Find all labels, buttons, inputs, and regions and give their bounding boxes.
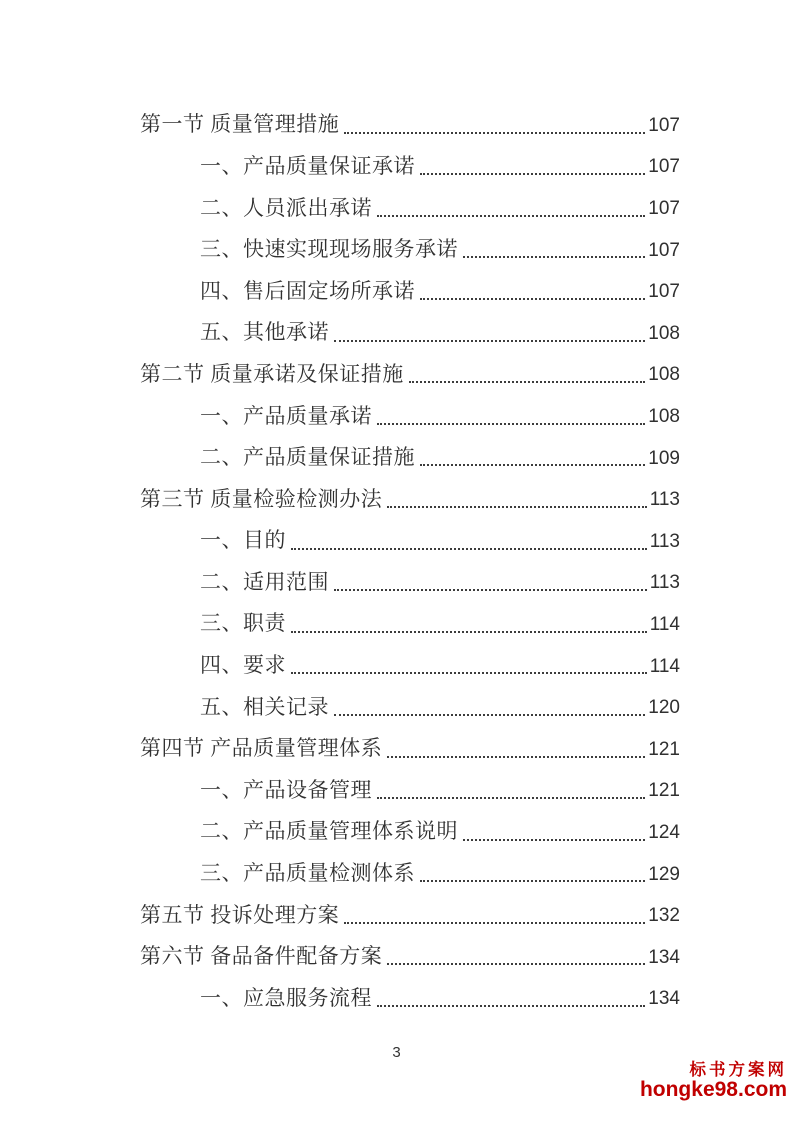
toc-entry-label: 二、适用范围 bbox=[200, 569, 329, 594]
toc-entry[interactable] bbox=[140, 969, 680, 1011]
toc-entry[interactable] bbox=[140, 762, 680, 804]
toc-entry-page-number: 113 bbox=[649, 489, 680, 511]
toc-entry[interactable] bbox=[140, 637, 680, 679]
leader-dots bbox=[377, 1005, 645, 1007]
toc-entry-page-number: 108 bbox=[648, 364, 680, 386]
leader-dots bbox=[291, 631, 647, 633]
leader-dots bbox=[377, 215, 645, 217]
leader-dots bbox=[377, 797, 645, 799]
leader-dots bbox=[387, 963, 645, 965]
leader-dots bbox=[387, 506, 646, 508]
leader-dots bbox=[334, 714, 645, 716]
leader-dots bbox=[291, 672, 647, 674]
toc-entry-label: 第五节 投诉处理方案 bbox=[140, 902, 340, 927]
toc-entry-label: 一、目的 bbox=[200, 528, 286, 553]
toc-entry-page-number: 108 bbox=[648, 322, 680, 344]
toc-entry[interactable] bbox=[140, 678, 680, 720]
toc-entry[interactable] bbox=[140, 179, 680, 221]
toc-entry-page-number: 107 bbox=[648, 239, 680, 261]
toc-entry[interactable] bbox=[140, 845, 680, 887]
toc-entry-label: 四、售后固定场所承诺 bbox=[200, 278, 415, 303]
toc-entry[interactable] bbox=[140, 886, 680, 928]
toc-entry[interactable] bbox=[140, 720, 680, 762]
toc-entry-page-number: 120 bbox=[648, 697, 680, 719]
toc-entry[interactable] bbox=[140, 387, 680, 429]
leader-dots bbox=[291, 548, 647, 550]
leader-dots bbox=[463, 256, 645, 258]
toc-entry-page-number: 107 bbox=[648, 156, 680, 178]
toc-entry-label: 第六节 备品备件配备方案 bbox=[140, 944, 383, 969]
toc-entry[interactable] bbox=[140, 221, 680, 263]
toc-entry-label: 一、产品设备管理 bbox=[200, 777, 372, 802]
leader-dots bbox=[420, 464, 645, 466]
toc-entry-page-number: 121 bbox=[648, 738, 680, 760]
leader-dots bbox=[420, 880, 645, 882]
leader-dots bbox=[334, 340, 645, 342]
toc-entry-label: 第三节 质量检验检测办法 bbox=[140, 486, 383, 511]
leader-dots bbox=[409, 381, 646, 383]
toc-entry[interactable] bbox=[140, 346, 680, 388]
toc-entry-page-number: 114 bbox=[649, 655, 680, 677]
toc-entry[interactable] bbox=[140, 470, 680, 512]
toc-entry-page-number: 109 bbox=[648, 447, 680, 469]
watermark-site-name: 标书方案网 bbox=[689, 1061, 787, 1079]
toc-entry-page-number: 132 bbox=[648, 905, 680, 927]
toc-entry-label: 三、职责 bbox=[200, 611, 286, 636]
toc-entry-label: 一、应急服务流程 bbox=[200, 985, 372, 1010]
leader-dots bbox=[377, 423, 645, 425]
toc-entry-label: 二、产品质量管理体系说明 bbox=[200, 819, 458, 844]
toc-entry[interactable] bbox=[140, 96, 680, 138]
toc-entry-page-number: 129 bbox=[648, 863, 680, 885]
toc-entry-label: 四、要求 bbox=[200, 653, 286, 678]
leader-dots bbox=[344, 132, 645, 134]
leader-dots bbox=[420, 298, 645, 300]
toc-entry[interactable] bbox=[140, 512, 680, 554]
toc-entry-label: 第二节 质量承诺及保证措施 bbox=[140, 361, 404, 386]
toc-entry-label: 一、产品质量保证承诺 bbox=[200, 153, 415, 178]
table-of-contents bbox=[140, 96, 680, 1011]
toc-entry-page-number: 134 bbox=[648, 946, 680, 968]
toc-entry-page-number: 107 bbox=[648, 114, 680, 136]
toc-entry-label: 一、产品质量承诺 bbox=[200, 403, 372, 428]
toc-entry[interactable] bbox=[140, 595, 680, 637]
toc-entry[interactable] bbox=[140, 928, 680, 970]
toc-entry-label: 三、快速实现现场服务承诺 bbox=[200, 237, 458, 262]
toc-entry-label: 第四节 产品质量管理体系 bbox=[140, 736, 383, 761]
leader-dots bbox=[420, 173, 645, 175]
toc-entry-page-number: 108 bbox=[648, 406, 680, 427]
leader-dots bbox=[387, 756, 645, 758]
toc-entry-label: 五、其他承诺 bbox=[200, 320, 329, 345]
toc-entry-page-number: 124 bbox=[648, 821, 680, 843]
toc-entry-page-number: 107 bbox=[648, 198, 680, 220]
leader-dots bbox=[463, 839, 645, 841]
toc-entry-label: 第一节 质量管理措施 bbox=[140, 112, 340, 137]
leader-dots bbox=[344, 922, 645, 924]
toc-entry-label: 二、产品质量保证措施 bbox=[200, 445, 415, 470]
toc-entry-page-number: 114 bbox=[649, 613, 680, 635]
watermark-site-url: hongke98.com bbox=[639, 1078, 787, 1102]
toc-entry[interactable] bbox=[140, 803, 680, 845]
toc-entry-page-number: 134 bbox=[648, 988, 680, 1010]
toc-entry-page-number: 113 bbox=[649, 530, 680, 552]
watermark bbox=[640, 1062, 787, 1101]
toc-entry-label: 二、人员派出承诺 bbox=[200, 195, 372, 220]
toc-entry[interactable] bbox=[140, 262, 680, 304]
toc-entry[interactable] bbox=[140, 304, 680, 346]
toc-entry[interactable] bbox=[140, 429, 680, 471]
leader-dots bbox=[334, 589, 647, 591]
toc-entry-label: 五、相关记录 bbox=[200, 694, 329, 719]
toc-entry[interactable] bbox=[140, 138, 680, 180]
toc-entry-page-number: 113 bbox=[649, 572, 680, 594]
toc-entry-page-number: 107 bbox=[648, 281, 680, 303]
footer-page-number: 3 bbox=[392, 1044, 401, 1061]
toc-entry[interactable] bbox=[140, 554, 680, 596]
toc-entry-page-number: 121 bbox=[648, 780, 680, 802]
toc-entry-label: 三、产品质量检测体系 bbox=[200, 861, 415, 886]
